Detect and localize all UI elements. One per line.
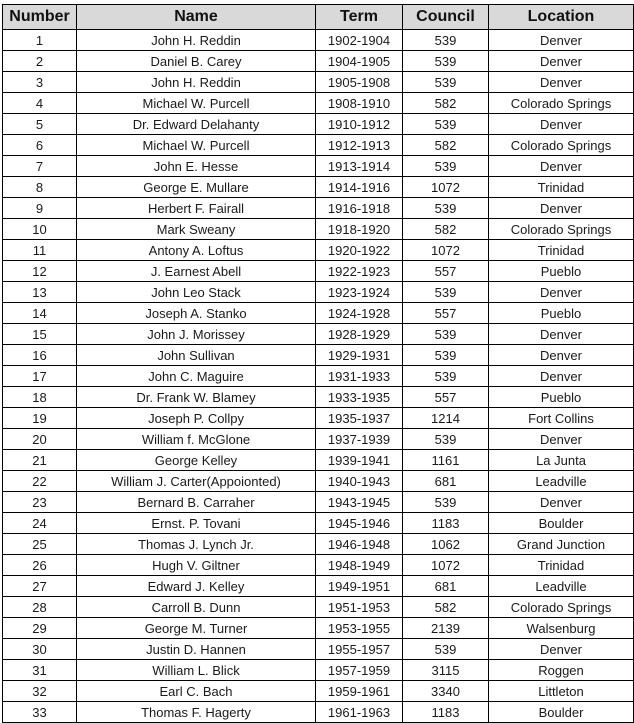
cell-number: 8 — [3, 177, 77, 198]
cell-council: 1072 — [403, 177, 489, 198]
header-row — [3, 5, 634, 30]
cell-location: Colorado Springs — [489, 597, 634, 618]
cell-number: 23 — [3, 492, 77, 513]
cell-number: 15 — [3, 324, 77, 345]
cell-number: 5 — [3, 114, 77, 135]
cell-council: 539 — [403, 51, 489, 72]
cell-council: 582 — [403, 597, 489, 618]
cell-term: 1940-1943 — [316, 471, 403, 492]
cell-number: 3 — [3, 72, 77, 93]
cell-term: 1957-1959 — [316, 660, 403, 681]
cell-location: Grand Junction — [489, 534, 634, 555]
cell-number: 27 — [3, 576, 77, 597]
cell-location: Pueblo — [489, 303, 634, 324]
table-body — [3, 30, 634, 723]
cell-term: 1945-1946 — [316, 513, 403, 534]
cell-term: 1928-1929 — [316, 324, 403, 345]
cell-name: Herbert F. Fairall — [77, 198, 316, 219]
table-row — [3, 72, 634, 93]
cell-council: 539 — [403, 492, 489, 513]
table-row — [3, 261, 634, 282]
cell-name: Earl C. Bach — [77, 681, 316, 702]
cell-number: 24 — [3, 513, 77, 534]
cell-term: 1951-1953 — [316, 597, 403, 618]
cell-name: Carroll B. Dunn — [77, 597, 316, 618]
header-term: Term — [316, 5, 403, 30]
header-location: Location — [489, 5, 634, 30]
cell-name: Joseph A. Stanko — [77, 303, 316, 324]
cell-council: 539 — [403, 156, 489, 177]
cell-location: Trinidad — [489, 240, 634, 261]
cell-council: 557 — [403, 261, 489, 282]
cell-location: Colorado Springs — [489, 219, 634, 240]
cell-term: 1905-1908 — [316, 72, 403, 93]
cell-name: Justin D. Hannen — [77, 639, 316, 660]
cell-number: 22 — [3, 471, 77, 492]
cell-location: Denver — [489, 30, 634, 51]
cell-term: 1920-1922 — [316, 240, 403, 261]
cell-location: Denver — [489, 345, 634, 366]
cell-name: Mark Sweany — [77, 219, 316, 240]
cell-location: Denver — [489, 429, 634, 450]
cell-name: Dr. Edward Delahanty — [77, 114, 316, 135]
state-deputies-table — [2, 4, 634, 723]
table-row — [3, 93, 634, 114]
cell-council: 539 — [403, 366, 489, 387]
cell-location: Denver — [489, 72, 634, 93]
header-name: Name — [77, 5, 316, 30]
cell-term: 1953-1955 — [316, 618, 403, 639]
cell-term: 1961-1963 — [316, 702, 403, 723]
cell-location: Colorado Springs — [489, 93, 634, 114]
cell-council: 539 — [403, 198, 489, 219]
cell-council: 539 — [403, 639, 489, 660]
cell-location: Denver — [489, 198, 634, 219]
table-row — [3, 303, 634, 324]
cell-term: 1923-1924 — [316, 282, 403, 303]
cell-name: Thomas J. Lynch Jr. — [77, 534, 316, 555]
cell-term: 1931-1933 — [316, 366, 403, 387]
cell-council: 582 — [403, 93, 489, 114]
cell-number: 18 — [3, 387, 77, 408]
cell-name: Edward J. Kelley — [77, 576, 316, 597]
cell-location: Boulder — [489, 513, 634, 534]
table-row — [3, 660, 634, 681]
cell-location: Pueblo — [489, 387, 634, 408]
cell-location: Trinidad — [489, 555, 634, 576]
cell-number: 9 — [3, 198, 77, 219]
cell-location: Boulder — [489, 702, 634, 723]
cell-number: 11 — [3, 240, 77, 261]
cell-name: John E. Hesse — [77, 156, 316, 177]
cell-number: 20 — [3, 429, 77, 450]
cell-council: 582 — [403, 135, 489, 156]
cell-location: Denver — [489, 324, 634, 345]
cell-council: 1062 — [403, 534, 489, 555]
cell-council: 539 — [403, 345, 489, 366]
cell-number: 10 — [3, 219, 77, 240]
cell-number: 33 — [3, 702, 77, 723]
cell-term: 1943-1945 — [316, 492, 403, 513]
cell-name: George Kelley — [77, 450, 316, 471]
cell-name: Joseph P. Collpy — [77, 408, 316, 429]
cell-location: Fort Collins — [489, 408, 634, 429]
cell-location: Leadville — [489, 471, 634, 492]
cell-term: 1935-1937 — [316, 408, 403, 429]
cell-number: 1 — [3, 30, 77, 51]
cell-location: Denver — [489, 282, 634, 303]
table-row — [3, 324, 634, 345]
cell-location: Pueblo — [489, 261, 634, 282]
cell-term: 1948-1949 — [316, 555, 403, 576]
cell-name: Daniel B. Carey — [77, 51, 316, 72]
cell-term: 1959-1961 — [316, 681, 403, 702]
table-row — [3, 366, 634, 387]
cell-name: William L. Blick — [77, 660, 316, 681]
table-row — [3, 702, 634, 723]
table-row — [3, 576, 634, 597]
cell-term: 1914-1916 — [316, 177, 403, 198]
cell-number: 6 — [3, 135, 77, 156]
cell-number: 30 — [3, 639, 77, 660]
cell-council: 539 — [403, 30, 489, 51]
table-row — [3, 135, 634, 156]
cell-number: 32 — [3, 681, 77, 702]
cell-term: 1924-1928 — [316, 303, 403, 324]
cell-council: 1072 — [403, 240, 489, 261]
cell-term: 1922-1923 — [316, 261, 403, 282]
cell-number: 14 — [3, 303, 77, 324]
cell-council: 1072 — [403, 555, 489, 576]
cell-name: Dr. Frank W. Blamey — [77, 387, 316, 408]
table-row — [3, 114, 634, 135]
cell-term: 1904-1905 — [316, 51, 403, 72]
cell-council: 1183 — [403, 702, 489, 723]
cell-name: J. Earnest Abell — [77, 261, 316, 282]
table-row — [3, 597, 634, 618]
cell-term: 1929-1931 — [316, 345, 403, 366]
cell-number: 21 — [3, 450, 77, 471]
cell-number: 2 — [3, 51, 77, 72]
table-row — [3, 387, 634, 408]
cell-council: 539 — [403, 114, 489, 135]
table-row — [3, 345, 634, 366]
table-row — [3, 450, 634, 471]
cell-term: 1955-1957 — [316, 639, 403, 660]
cell-name: Antony A. Loftus — [77, 240, 316, 261]
header-number: Number — [3, 5, 77, 30]
table-row — [3, 429, 634, 450]
cell-name: John H. Reddin — [77, 30, 316, 51]
cell-council: 3115 — [403, 660, 489, 681]
cell-location: Denver — [489, 492, 634, 513]
cell-number: 29 — [3, 618, 77, 639]
cell-location: Denver — [489, 114, 634, 135]
cell-number: 7 — [3, 156, 77, 177]
cell-location: Roggen — [489, 660, 634, 681]
table-row — [3, 51, 634, 72]
cell-name: George M. Turner — [77, 618, 316, 639]
cell-number: 28 — [3, 597, 77, 618]
cell-location: Littleton — [489, 681, 634, 702]
cell-name: Michael W. Purcell — [77, 93, 316, 114]
cell-name: Ernst. P. Tovani — [77, 513, 316, 534]
cell-number: 31 — [3, 660, 77, 681]
table-row — [3, 471, 634, 492]
cell-term: 1939-1941 — [316, 450, 403, 471]
cell-council: 3340 — [403, 681, 489, 702]
table-row — [3, 282, 634, 303]
table-row — [3, 681, 634, 702]
cell-number: 19 — [3, 408, 77, 429]
cell-council: 1161 — [403, 450, 489, 471]
cell-number: 16 — [3, 345, 77, 366]
table-row — [3, 177, 634, 198]
table-row — [3, 219, 634, 240]
cell-council: 681 — [403, 576, 489, 597]
cell-number: 17 — [3, 366, 77, 387]
cell-term: 1933-1935 — [316, 387, 403, 408]
cell-location: Colorado Springs — [489, 135, 634, 156]
table-row — [3, 639, 634, 660]
cell-council: 681 — [403, 471, 489, 492]
table-row — [3, 534, 634, 555]
cell-location: Denver — [489, 51, 634, 72]
table-row — [3, 198, 634, 219]
cell-council: 539 — [403, 324, 489, 345]
cell-council: 582 — [403, 219, 489, 240]
table-row — [3, 555, 634, 576]
cell-term: 1902-1904 — [316, 30, 403, 51]
cell-term: 1949-1951 — [316, 576, 403, 597]
cell-name: William f. McGlone — [77, 429, 316, 450]
cell-location: Trinidad — [489, 177, 634, 198]
table-row — [3, 513, 634, 534]
table-row — [3, 492, 634, 513]
cell-number: 12 — [3, 261, 77, 282]
cell-council: 539 — [403, 429, 489, 450]
cell-term: 1937-1939 — [316, 429, 403, 450]
cell-council: 539 — [403, 72, 489, 93]
cell-name: John Sullivan — [77, 345, 316, 366]
cell-term: 1918-1920 — [316, 219, 403, 240]
cell-name: George E. Mullare — [77, 177, 316, 198]
cell-number: 4 — [3, 93, 77, 114]
cell-council: 1214 — [403, 408, 489, 429]
cell-location: La Junta — [489, 450, 634, 471]
cell-number: 13 — [3, 282, 77, 303]
cell-name: John H. Reddin — [77, 72, 316, 93]
cell-name: William J. Carter(Appoionted) — [77, 471, 316, 492]
cell-number: 25 — [3, 534, 77, 555]
cell-name: Hugh V. Giltner — [77, 555, 316, 576]
header-council: Council — [403, 5, 489, 30]
cell-name: Michael W. Purcell — [77, 135, 316, 156]
cell-term: 1946-1948 — [316, 534, 403, 555]
cell-term: 1912-1913 — [316, 135, 403, 156]
table-row — [3, 156, 634, 177]
cell-location: Denver — [489, 366, 634, 387]
table-row — [3, 240, 634, 261]
cell-number: 26 — [3, 555, 77, 576]
cell-name: Thomas F. Hagerty — [77, 702, 316, 723]
cell-location: Leadville — [489, 576, 634, 597]
table-row — [3, 30, 634, 51]
cell-name: John J. Morissey — [77, 324, 316, 345]
cell-name: John Leo Stack — [77, 282, 316, 303]
cell-term: 1916-1918 — [316, 198, 403, 219]
cell-term: 1908-1910 — [316, 93, 403, 114]
cell-council: 557 — [403, 387, 489, 408]
cell-council: 1183 — [403, 513, 489, 534]
cell-location: Denver — [489, 156, 634, 177]
cell-name: Bernard B. Carraher — [77, 492, 316, 513]
table-row — [3, 618, 634, 639]
cell-council: 557 — [403, 303, 489, 324]
cell-term: 1910-1912 — [316, 114, 403, 135]
cell-term: 1913-1914 — [316, 156, 403, 177]
cell-location: Denver — [489, 639, 634, 660]
table-row — [3, 408, 634, 429]
cell-name: John C. Maguire — [77, 366, 316, 387]
cell-location: Walsenburg — [489, 618, 634, 639]
cell-council: 539 — [403, 282, 489, 303]
cell-council: 2139 — [403, 618, 489, 639]
